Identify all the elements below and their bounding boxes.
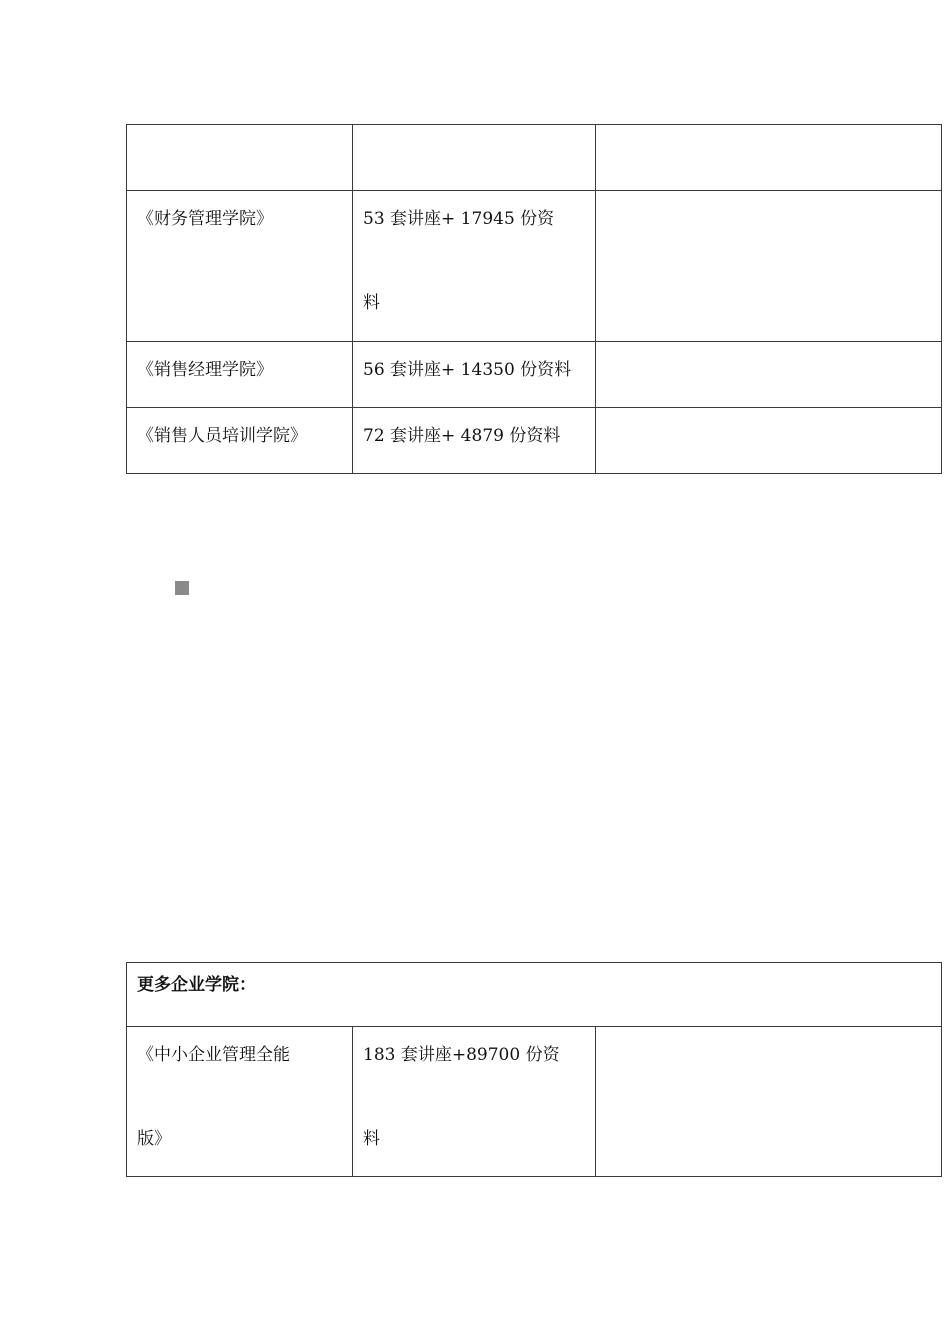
academy-resources-cell — [353, 408, 596, 474]
academy-name-cell — [127, 1027, 353, 1177]
square-bullet-icon — [175, 581, 189, 595]
academy-resources-line2: 料 — [363, 293, 380, 313]
academy-resources-line1: 183 套讲座+89700 份资 — [363, 1045, 560, 1065]
table-cell-empty — [127, 125, 353, 191]
academy-name-line2: 版》 — [137, 1129, 171, 1149]
academy-resources-cell — [353, 191, 596, 342]
table-cell-empty — [596, 408, 942, 474]
more-academies-heading: 更多企业学院： — [127, 963, 942, 1027]
academy-name-cell — [127, 191, 353, 342]
table-cell-empty — [596, 342, 942, 408]
academy-table-bottom — [126, 962, 942, 1177]
table-row — [127, 125, 942, 191]
academy-name-line1: 《中小企业管理全能 — [137, 1045, 290, 1065]
table-row — [127, 342, 942, 408]
academy-resources-line1: 53 套讲座+ 17945 份资 — [363, 209, 555, 229]
table-cell-empty — [596, 125, 942, 191]
table-row — [127, 408, 942, 474]
academy-resources: 72 套讲座+ 4879 份资料 — [363, 426, 561, 446]
academy-resources-line2: 料 — [363, 1129, 380, 1149]
academy-name-cell — [127, 342, 353, 408]
academy-name: 《销售经理学院》 — [137, 360, 273, 380]
table-cell-empty — [596, 191, 942, 342]
academy-resources-cell — [353, 1027, 596, 1177]
academy-name: 《销售人员培训学院》 — [137, 426, 307, 446]
table-cell-empty — [596, 1027, 942, 1177]
academy-name-cell — [127, 408, 353, 474]
table-row — [127, 191, 942, 342]
academy-name: 《财务管理学院》 — [137, 209, 273, 229]
academy-resources: 56 套讲座+ 14350 份资料 — [363, 360, 572, 380]
table-header-row — [127, 963, 942, 1027]
table-cell-empty — [353, 125, 596, 191]
academy-resources-cell — [353, 342, 596, 408]
academy-table-top — [126, 124, 942, 474]
table-row — [127, 1027, 942, 1177]
